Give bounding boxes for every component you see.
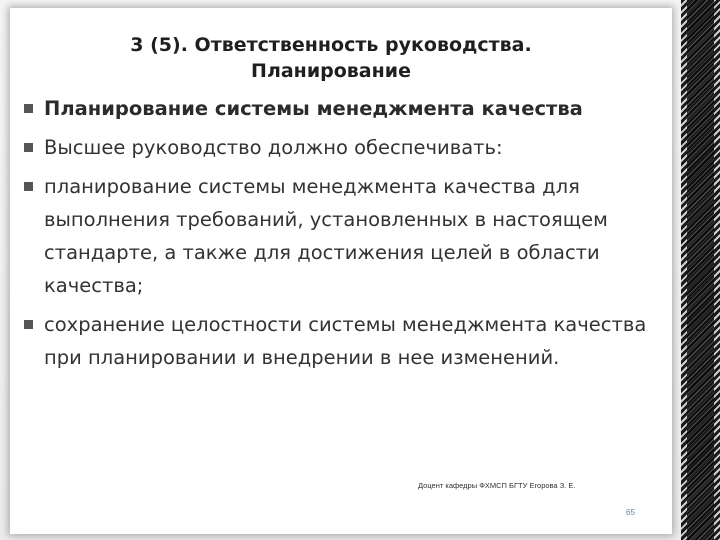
- bullet-text-1: Планирование системы менеджмента качества: [44, 97, 583, 120]
- bullet-item-1: [22, 92, 662, 125]
- square-bullet-icon: [24, 143, 33, 152]
- bullet-item-4: [22, 308, 662, 374]
- square-bullet-icon: [24, 320, 33, 329]
- bullet-text-4: сохранение целостности системы менеджмента качества при планировании и внедрении в нее изменений.: [44, 313, 647, 369]
- page-number: 65: [626, 508, 635, 517]
- slide-card: [10, 8, 672, 534]
- bullet-text-2: Высшее руководство должно обеспечивать:: [44, 136, 503, 159]
- bullet-list: [22, 92, 662, 380]
- square-bullet-icon: [24, 104, 33, 113]
- decorative-side-band: [681, 0, 720, 540]
- bullet-item-3: [22, 170, 662, 302]
- bullet-text-3: планирование системы менеджмента качества для выполнения требований, установленных в настоящем стандарте, а также для достижения целей в области качества;: [44, 175, 608, 297]
- square-bullet-icon: [24, 182, 33, 191]
- footer-author: Доцент кафедры ФХМСП БГТУ Егорова З. Е.: [418, 481, 576, 490]
- title-line-1: 3 (5). Ответственность руководства.: [130, 34, 532, 56]
- slide-title: [10, 32, 652, 84]
- title-line-2: Планирование: [251, 60, 411, 82]
- bullet-item-2: [22, 131, 662, 164]
